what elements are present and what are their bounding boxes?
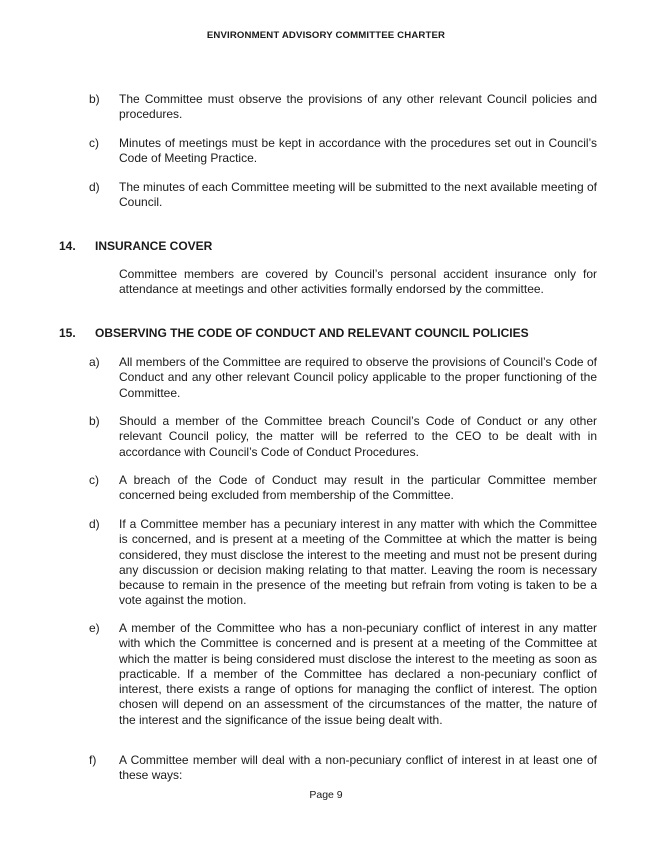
section-number: 14.	[59, 239, 76, 253]
list-item	[89, 753, 597, 784]
list-item-label: c)	[89, 136, 99, 150]
list-item-text: All members of the Committee are required to observe the provisions of Council’s Code of Conduct and any other relevant Council policy applicable to the proper functioning of the Committee.	[119, 355, 597, 400]
list-item-text: A Committee member will deal with a non-pecuniary conflict of interest in at least one of these ways:	[119, 753, 597, 783]
list-item	[89, 621, 597, 728]
list-item	[89, 473, 597, 504]
list-item-text: The minutes of each Committee meeting will be submitted to the next available meeting of Council.	[119, 180, 597, 210]
section-title: INSURANCE COVER	[95, 239, 213, 253]
section-number: 15.	[59, 326, 76, 340]
section-paragraph: Committee members are covered by Council’s personal accident insurance only for attendance at meetings and other activities formally endorsed by the committee.	[119, 267, 597, 297]
list-item-text: A member of the Committee who has a non-pecuniary conflict of interest in any matter with which the Committee is concerned and is present at a meeting of the Committee at which the matter is being considered must disclose the interest to the meeting as soon as practicable. If a member of the Committee has declared a non-pecuniary conflict of interest, there exists a range of options for managing the conflict of interest. The option chosen will depend on an assessment of the circumstances of the matter, the nature of the interest and the significance of the issue being dealt with.	[119, 621, 597, 727]
list-item-text: Minutes of meetings must be kept in accordance with the procedures set out in Council’s Code of Meeting Practice.	[119, 136, 597, 166]
list-item-label: b)	[89, 414, 100, 428]
list-item-label: d)	[89, 180, 100, 194]
document-header: ENVIRONMENT ADVISORY COMMITTEE CHARTER	[206, 30, 446, 41]
list-item-label: c)	[89, 473, 99, 487]
list-item-label: b)	[89, 92, 100, 106]
list-item-label: f)	[89, 753, 97, 767]
list-item-text: If a Committee member has a pecuniary interest in any matter with which the Committee is concerned, and is present at a meeting of the Committee at which the matter is being considered, they must disclose the interest to the meeting and must not be present during any discussion or decision making relating to that matter. Leaving the room is necessary because to remain in the presence of the meeting but refrain from voting is taken to be a vote against the motion.	[119, 517, 597, 608]
page-number: Page 9	[309, 789, 343, 801]
list-item-label: e)	[89, 621, 100, 635]
list-item	[89, 355, 597, 401]
list-item	[89, 517, 597, 609]
list-item	[89, 414, 597, 460]
list-item-label: d)	[89, 517, 100, 531]
list-item	[89, 180, 597, 211]
list-item-text: A breach of the Code of Conduct may result in the particular Committee member concerned being excluded from membership of the Committee.	[119, 473, 597, 503]
list-item	[89, 92, 597, 123]
list-item-text: Should a member of the Committee breach Council’s Code of Conduct or any other relevant Council policy, the matter will be referred to the CEO to be dealt with in accordance with Council’s Code of Conduct Procedures.	[119, 414, 597, 459]
section-title: OBSERVING THE CODE OF CONDUCT AND RELEVANT COUNCIL POLICIES	[95, 326, 529, 340]
list-item-text: The Committee must observe the provisions of any other relevant Council policies and procedures.	[119, 92, 597, 122]
list-item	[89, 136, 597, 167]
list-item-label: a)	[89, 355, 100, 369]
